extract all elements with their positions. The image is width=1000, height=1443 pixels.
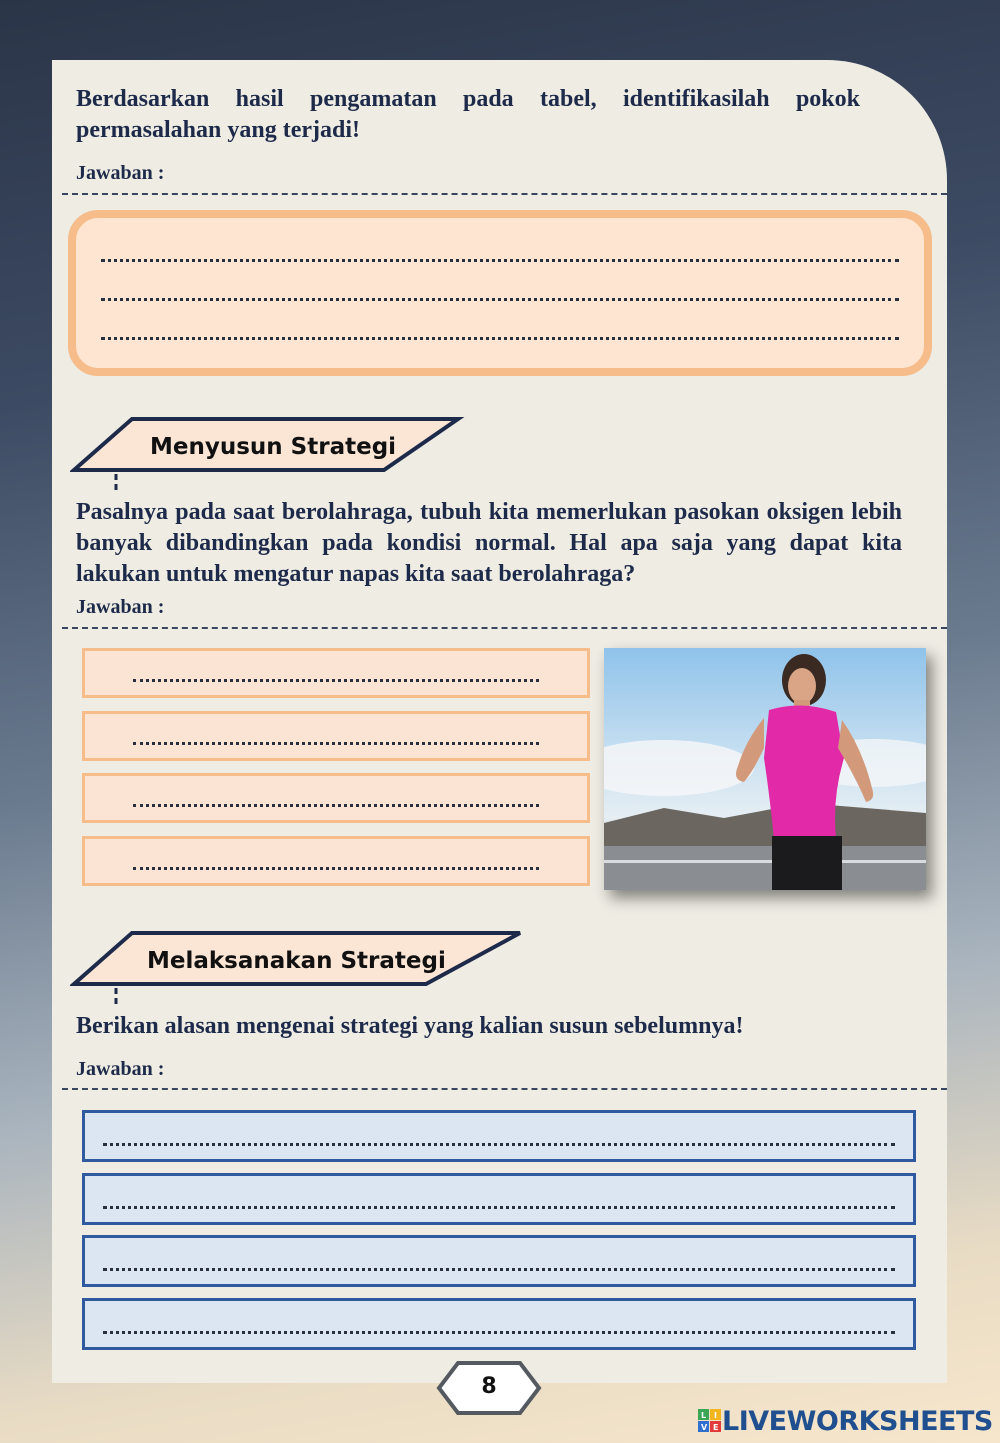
- logo-icon-letter: E: [713, 1423, 719, 1432]
- answer-field-3a[interactable]: [82, 1110, 916, 1162]
- answer-line: [101, 259, 899, 262]
- answer-line: [103, 1206, 895, 1209]
- dashed-divider-2: [62, 627, 947, 629]
- answer-label-3: Jawaban :: [76, 1058, 165, 1080]
- dashed-divider-1: [62, 193, 947, 195]
- heading-menyusun-strategi: Menyusun Strategi: [150, 434, 397, 460]
- answer-field-3d[interactable]: [82, 1298, 916, 1350]
- answer-field-3b[interactable]: [82, 1173, 916, 1225]
- answer-field-2c[interactable]: [82, 773, 590, 823]
- answer-line: [133, 867, 539, 870]
- answer-field-2a[interactable]: [82, 648, 590, 698]
- question-breathing-strategy: Pasalnya pada saat berolahraga, tubuh kita memerlukan pasokan oksigen lebih banyak dibandingkan pada kondisi normal. Hal apa saja yang dapat kita lakukan untuk mengatur napas kita saat berolahraga?: [76, 499, 902, 587]
- answer-field-3c[interactable]: [82, 1235, 916, 1287]
- question-identify-problem: Berdasarkan hasil pengamatan pada tabel, identifikasilah pokok permasalahan yang terjadi!: [76, 86, 860, 143]
- question-reason-strategy: Berikan alasan mengenai strategi yang kalian susun sebelumnya!: [76, 1013, 744, 1039]
- liveworksheets-logo[interactable]: [698, 1404, 993, 1438]
- logo-icon-letter: I: [714, 1411, 717, 1420]
- page-number: 8: [481, 1374, 497, 1399]
- logo-icon-letter: V: [701, 1423, 708, 1432]
- runner-photo: [604, 648, 926, 890]
- answer-line: [133, 804, 539, 807]
- answer-field-2d[interactable]: [82, 836, 590, 886]
- answer-line: [133, 742, 539, 745]
- answer-line: [103, 1268, 895, 1271]
- liveworksheets-icon: [698, 1409, 722, 1433]
- answer-line: [101, 298, 899, 301]
- answer-line: [103, 1143, 895, 1146]
- page-number-badge: [436, 1360, 542, 1416]
- logo-icon-letter: L: [701, 1411, 707, 1420]
- answer-line: [103, 1331, 895, 1334]
- answer-line: [133, 679, 539, 682]
- logo-text: LIVEWORKSHEETS: [722, 1405, 993, 1437]
- answer-field-2b[interactable]: [82, 711, 590, 761]
- answer-field-1[interactable]: [68, 210, 932, 376]
- answer-label-1: Jawaban :: [76, 162, 165, 184]
- answer-line: [101, 337, 899, 340]
- answer-label-2: Jawaban :: [76, 596, 165, 618]
- heading-melaksanakan-strategi: Melaksanakan Strategi: [147, 948, 446, 974]
- dashed-divider-3: [62, 1088, 947, 1090]
